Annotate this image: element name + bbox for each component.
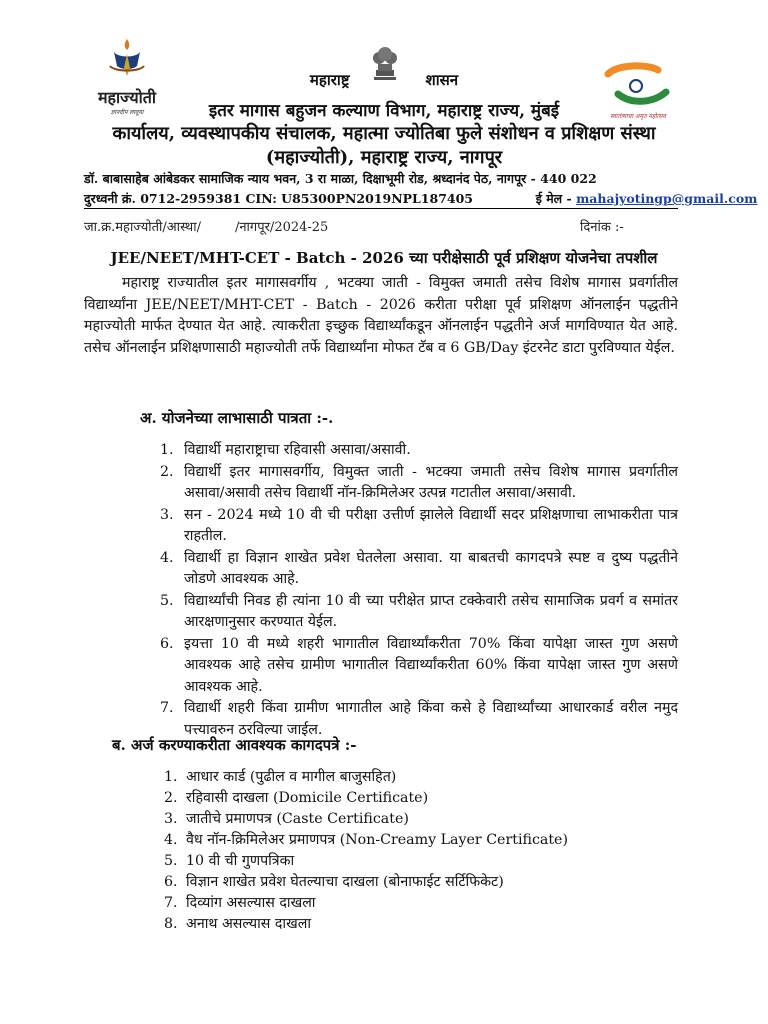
header-office: कार्यालय, व्यवस्थापकीय संचालक, महात्मा ज्योतिबा फुले संशोधन व प्रशिक्षण संस्था — [112, 123, 656, 144]
list-item: 6. विज्ञान शाखेत प्रवेश घेतल्याचा दाखला (बोनाफाईट सर्टिफिकेट) — [164, 874, 504, 890]
header-government — [0, 70, 768, 90]
eligibility-list — [160, 440, 678, 741]
list-item: 3. जातीचे प्रमाणपत्र (Caste Certificate) — [164, 811, 409, 827]
list-item: 1. विद्यार्थी महाराष्ट्राचा रहिवासी असावा/असावी. — [160, 442, 411, 458]
list-item: 6. इयत्ता 10 वी मध्ये शहरी भागातील विद्यार्थ्यांकरीता 70% किंवा यापेक्षा जास्त गुण असणे आवश्यक आहे तसेच ग्रामीण भागातील विद्यार्थ्यांकरीता 60% किंवा यापेक्षा जास्त गुण असणे आवश्यक आहे. — [160, 635, 678, 695]
header-state: महाराष्ट्र — [309, 71, 350, 89]
list-item: 8. अनाथ असल्यास दाखला — [164, 916, 311, 932]
intro-paragraph: महाराष्ट्र राज्यातील इतर मागासवर्गीय , भटक्या जाती - विमुक्त जमाती तसेच विशेष मागास प्रवर्गातील विद्यार्थ्यांना JEE/NEET/MHT-CET - Batch - 2026 करीता परीक्षा पूर्व प्रशिक्षण ऑनलाईन पद्धतीने महाज्योती मार्फत देण्यात येत आहे. त्याकरीता इच्छुक विद्यार्थ्यांकडून ऑनलाईन पद्धतीने अर्ज मागविण्यात येत आहे. तसेच ऑनलाईन प्रशिक्षणासाठी महाज्योती तर्फे विद्यार्थ्यांना मोफत टॅब व 6 GB/Day इंटरनेट डाटा पुरविण्यात येईल. — [84, 275, 678, 356]
date-label: दिनांक :- — [580, 220, 624, 235]
eligibility-heading: अ. योजनेच्या लाभासाठी पात्रता :-. — [140, 409, 334, 427]
phone-cin: दुरध्वनी क्रं. 0712-2959381 CIN: U85300PN2019NPL187405 — [84, 191, 473, 206]
email-link[interactable]: mahajyotingp@gmail.com — [576, 191, 758, 206]
document-title: JEE/NEET/MHT-CET - Batch - 2026 च्या परीक्षेसाठी पूर्व प्रशिक्षण योजनेचा तपशील — [110, 249, 658, 267]
list-item: 5. विद्यार्थ्यांची निवड ही त्यांना 10 वी च्या परीक्षेत प्राप्त टक्केवारी तसेच सामाजिक प्रवर्ग व समांतर आरक्षणानुसार करण्यात येईल. — [160, 592, 678, 630]
header-address: डॉ. बाबासाहेब आंबेडकर सामाजिक न्याय भवन, 3 रा माळा, दिक्षाभूमी रोड, श्रध्दानंद पेठ, नागपूर - 440 022 — [84, 171, 597, 186]
reference-number — [84, 217, 328, 235]
list-item: 4. वैध नॉन-क्रिमिलेअर प्रमाणपत्र (Non-Creamy Layer Certificate) — [164, 832, 568, 848]
documents-heading: ब. अर्ज करण्याकरीता आवश्यक कागदपत्रे :- — [112, 736, 357, 754]
logo-tagline: ज्ञानदीप लावूया — [110, 109, 144, 116]
list-item: 7. विद्यार्थी शहरी किंवा ग्रामीण भागातील आहे किंवा कसे हे विद्यार्थ्यांच्या आधारकार्ड वरील नमुद पत्त्यावरुन ठरविल्या जाईल. — [160, 700, 678, 738]
list-item: 2. विद्यार्थी इतर मागासवर्गीय, विमुक्त जाती - भटक्या जमाती तसेच विशेष मागास प्रवर्गातील असावा/असावी तसेच विद्यार्थी नॉन-क्रिमिलेअर उत्पन्न गटातील असावा/असावी. — [160, 463, 678, 501]
list-item: 2. रहिवासी दाखला (Domicile Certificate) — [164, 790, 429, 806]
ref-place-year: /नागपूर/2024-25 — [234, 220, 329, 235]
header-department: इतर मागास बहुजन कल्याण विभाग, महाराष्ट्र राज्य, मुंबई — [208, 101, 560, 121]
header-shasan: शासन — [425, 71, 459, 89]
list-item: 4. विद्यार्थी हा विज्ञान शाखेत प्रवेश घेतलेला असावा. या बाबतची कागदपत्रे स्पष्ट व दुष्य पद्धतीने जोडणे आवश्यक आहे. — [160, 549, 678, 587]
logo-tagline: स्वातंत्र्याचा अमृत महोत्सव — [610, 113, 666, 120]
header-office-cont: (महाज्योती), महाराष्ट्र राज्य, नागपूर — [265, 147, 503, 168]
email-label: ई मेल - — [535, 191, 577, 206]
list-item: 7. दिव्यांग असल्यास दाखला — [164, 895, 316, 911]
ref-no: जा.क्र.महाज्योती/आस्था/ — [84, 220, 201, 235]
documents-list — [164, 767, 644, 935]
header-contact — [84, 190, 757, 207]
header-divider — [84, 208, 678, 209]
logo-name: महाज्योती — [97, 88, 157, 107]
list-item: 1. आधार कार्ड (पुढील व मागील बाजुसहित) — [164, 769, 397, 785]
list-item: 5. 10 वी ची गुणपत्रिका — [164, 853, 295, 869]
list-item: 3. सन - 2024 मध्ये 10 वी ची परीक्षा उत्तीर्ण झालेले विद्यार्थी सदर प्रशिक्षणाचा लाभाकरीता पात्र राहतील. — [160, 506, 678, 544]
